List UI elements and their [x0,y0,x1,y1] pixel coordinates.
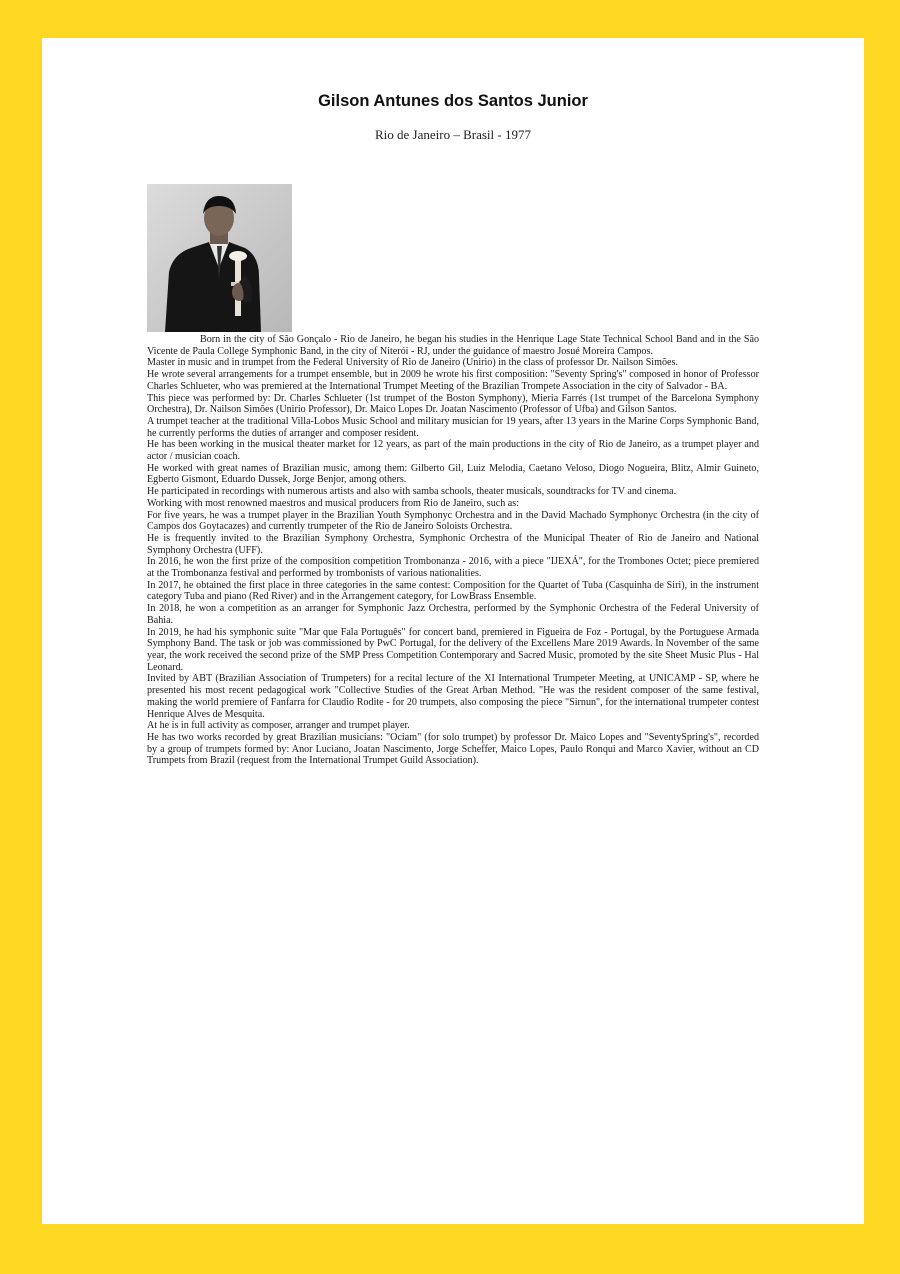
bio-paragraph: Born in the city of São Gonçalo - Rio de Janeiro, he began his studies in the Henrique Lage State Technical School Band and in the São Vicente de Paula College Symphonic Band, in the city of Niterói - RJ, under the guidance of maestro Josué Moreira Campos. [147,334,759,357]
bio-paragraph: A trumpet teacher at the traditional Villa-Lobos Music School and military musician for 19 years, after 13 years in the Marine Corps Symphonic Band, he currently performs the duties of arranger and composer resident. [147,415,759,439]
bio-paragraph: Working with most renowned maestros and musical producers from Rio de Janeiro, such as: [147,497,520,509]
bio-paragraph: Master in music and in trumpet from the Federal University of Rio de Janeiro (Unirio) in the class of professor Dr. Nailson Simões. [147,357,678,369]
bio-paragraph: Invited by ABT (Brazilian Association of Trumpeters) for a recital lecture of the XI International Trumpeter Meeting, at UNICAMP - SP, where he presented his most recent pedagogical work "Collective Studies of the Great Arban Method. "He was the resident composer of the same festival, making the world premiere of Fanfarra for Claudio Rodite - for 20 trumpets, also composing the piece "Sirnun", for the international trumpeter contest Henrique Alves de Mesquita. [147,673,759,720]
biography-text [147,334,759,767]
bio-paragraph: He worked with great names of Brazilian music, among them: Gilberto Gil, Luiz Melodia, Caetano Veloso, Diogo Nogueira, Blitz, Almir Guineto, Egberto Gismont, Eduardo Dussek, Jorge Benjor, among others. [147,462,759,486]
bio-paragraph: For five years, he was a trumpet player in the Brazilian Youth Symphonyc Orchestra and in the David Machado Symphonyc Orchestra (in the city of Campos dos Goytacazes) and currently trumpeter of the Rio de Janeiro Soloists Orchestra. [147,509,759,533]
bio-paragraph: He has been working in the musical theater market for 12 years, as part of the main productions in the city of Rio de Janeiro, as a trumpet player and actor / musician coach. [147,439,759,463]
document-page [42,38,864,1224]
portrait-illustration [147,184,292,332]
document-subtitle: Rio de Janeiro – Brasil - 1977 [375,127,531,142]
portrait-photo [147,184,292,332]
bio-paragraph: In 2017, he obtained the first place in three categories in the same contest: Composition for the Quartet of Tuba (Casquinha de Siri), in the instrument category Tuba and piano (Red River) and in the Arrangement category, for LowBrass Ensemble. [147,579,759,603]
bio-paragraph: In 2016, he won the first prize of the composition competition Trombonanza - 2016, with a piece "IJEXÁ", for the Trombones Octet; piece premiered at the Trombonanza festival and performed by trombonists of various nationalities. [147,556,759,580]
bio-paragraph: In 2018, he won a competition as an arranger for Symphonic Jazz Orchestra, performed by the Symphonic Orchestra of the Federal University of Bahia. [147,603,759,626]
bio-paragraph: He has two works recorded by great Brazilian musicians: "Ociam" (for solo trumpet) by professor Dr. Maico Lopes and "SeventySpring's", recorded by a group of trumpets formed by: Anor Luciano, Joatan Nascimento, Jorge Scheffer, Maico Lopes, Paulo Ronqui and Marco Xavier, without an CD Trumpets from Brazil (request from the International Trumpet Guild Association). [147,731,759,767]
bio-paragraph: He participated in recordings with numerous artists and also with samba schools, theater musicals, soundtracks for TV and cinema. [147,486,677,498]
bio-paragraph: In 2019, he had his symphonic suite "Mar que Fala Português" for concert band, premiered in Figueira de Foz - Portugal, by the Portuguese Armada Symphony Band. The task or job was commissioned by PwC Portugal, for the delivery of the Excellens Mare 2019 Awards. In November of the same year, the work received the second prize of the SMP Press Competition Contemporary and Sacred Music, promoted by the site Sheet Music Plus - Hal Leonard. [147,626,759,673]
document-title: Gilson Antunes dos Santos Junior [318,92,588,110]
bio-paragraph: At he is in full activity as composer, arranger and trumpet player. [147,720,410,732]
bio-paragraph: He is frequently invited to the Brazilian Symphony Orchestra, Symphonic Orchestra of the Municipal Theater of Rio de Janeiro and National Symphony Orchestra (UFF). [147,532,759,556]
bio-paragraph: He wrote several arrangements for a trumpet ensemble, but in 2009 he wrote his first composition: "Seventy Spring's" composed in honor of Professor Charles Schlueter, who was premiered at the International Trumpet Meeting of the Brazilian Trompete Association in the city of Salvador - BA. [147,369,759,392]
bio-paragraph: This piece was performed by: Dr. Charles Schlueter (1st trumpet of the Boston Symphony), Mieria Farrés (1st trumpet of the Barcelona Symphony Orchestra), Dr. Nailson Simões (Unirio Professor), Dr. Maico Lopes Dr. Joatan Nascimento (Professor of Ufba) and Gilson Santos. [147,392,759,416]
